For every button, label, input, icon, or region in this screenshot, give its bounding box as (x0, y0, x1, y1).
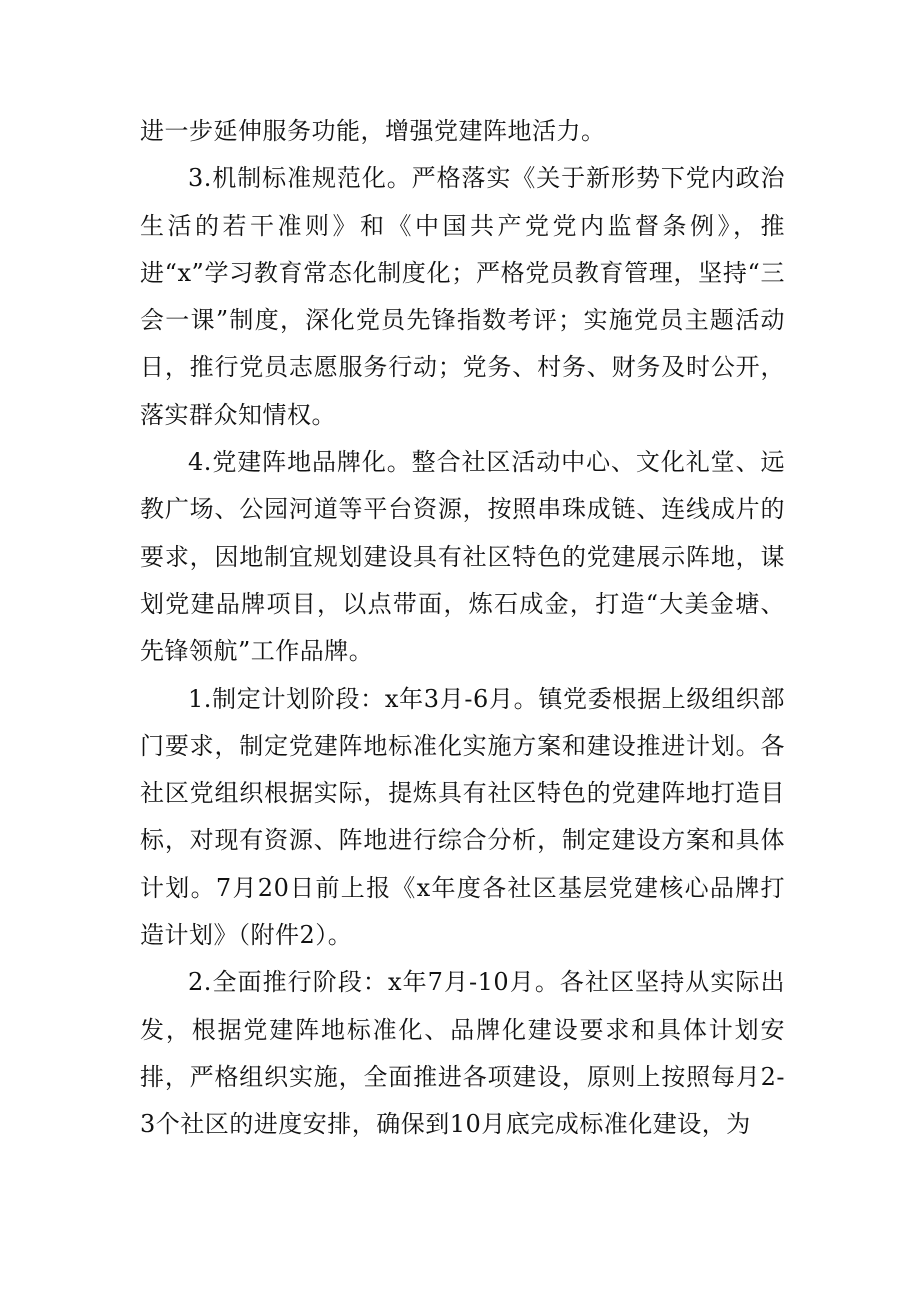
paragraph-planning-stage: 1.制定计划阶段：x年3月-6月。镇党委根据上级组织部门要求，制定党建阵地标准化实施方案和建设推进计划。各社区党组织根据实际，提炼具有社区特色的党建阵地打造目标，对现有资源、阵地进行综合分析，制定建设方案和具体计划。7月20日前上报《x年度各社区基层党建核心品牌打造计划》（附件2）。 (140, 684, 785, 950)
paragraph-continuation: 进一步延伸服务功能，增强党建阵地活力。 (140, 117, 606, 145)
paragraph-branding: 4.党建阵地品牌化。整合社区活动中心、文化礼堂、远教广场、公园河道等平台资源，按照串珠成链、连线成片的要求，因地制宜规划建设具有社区特色的党建展示阵地，谋划党建品牌项目，以点带面，炼石成金，打造“大美金塘、先锋领航”工作品牌。 (140, 448, 785, 666)
paragraph-implementation-stage: 2.全面推行阶段：x年7月-10月。各社区坚持从实际出发，根据党建阵地标准化、品牌化建设要求和具体计划安排，严格组织实施，全面推进各项建设，原则上按照每月2-3个社区的进度安排，确保到10月底完成标准化建设，为 (140, 968, 785, 1139)
paragraph-mechanism-standardization: 3.机制标准规范化。严格落实《关于新形势下党内政治生活的若干准则》和《中国共产党党内监督条例》，推进“x”学习教育常态化制度化；严格党员教育管理，坚持“三会一课”制度，深化党员先锋指数考评；实施党员主题活动日，推行党员志愿服务行动；党务、村务、财务及时公开，落实群众知情权。 (140, 164, 785, 429)
document-body (140, 108, 785, 1149)
